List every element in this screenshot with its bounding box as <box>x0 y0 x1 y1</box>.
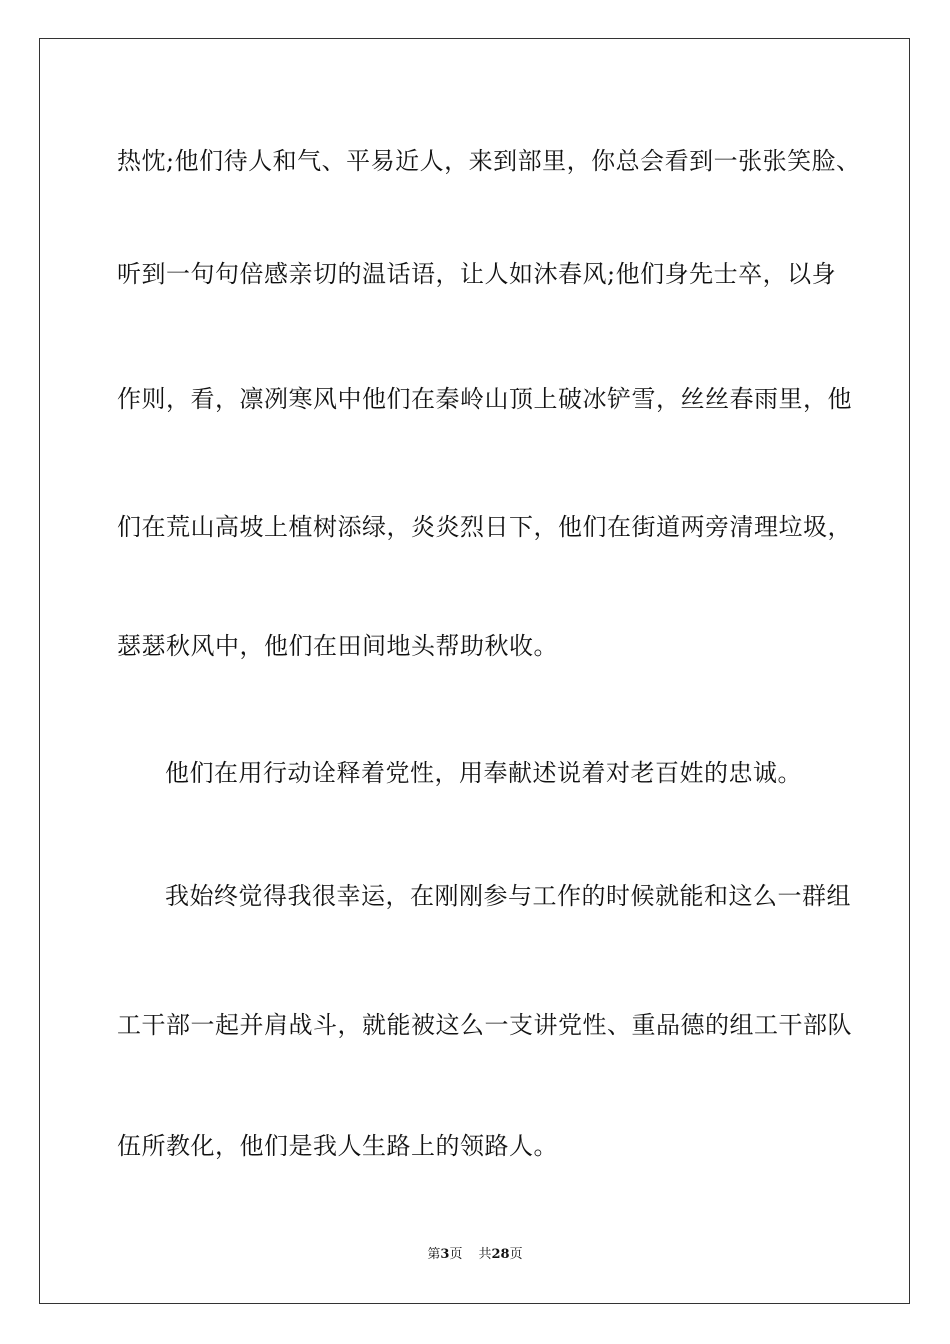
body-text-line-5: 瑟瑟秋风中，他们在田间地头帮助秋收。 <box>117 632 558 660</box>
body-text-paragraph-3-line-1: 我始终觉得我很幸运，在刚刚参与工作的时候就能和这么一群组 <box>165 882 851 910</box>
body-text-line-1: 热忱;他们待人和气、平易近人，来到部里，你总会看到一张张笑脸、 <box>117 147 861 175</box>
body-text-paragraph-3-line-3: 伍所教化，他们是我人生路上的领路人。 <box>117 1132 558 1160</box>
footer-total-pages: 28 <box>491 1247 510 1262</box>
page-footer <box>0 1246 950 1264</box>
footer-total-suffix: 页 <box>509 1247 523 1262</box>
body-text-line-3: 作则，看，凛冽寒风中他们在秦岭山顶上破冰铲雪，丝丝春雨里，他 <box>117 385 852 413</box>
body-text-paragraph-3-line-2: 工干部一起并肩战斗，就能被这么一支讲党性、重品德的组工干部队 <box>117 1011 852 1039</box>
page-border <box>39 38 910 1304</box>
body-text-paragraph-2: 他们在用行动诠释着党性，用奉献述说着对老百姓的忠诚。 <box>165 759 802 787</box>
body-text-line-4: 们在荒山高坡上植树添绿，炎炎烈日下，他们在街道两旁清理垃圾， <box>117 513 852 541</box>
body-text-line-2: 听到一句句倍感亲切的温话语，让人如沐春风;他们身先士卒，以身 <box>117 260 837 288</box>
footer-page-number: 3 <box>440 1247 450 1262</box>
footer-page-suffix: 页 <box>449 1247 463 1262</box>
footer-total-prefix: 共 <box>478 1247 492 1262</box>
footer-page-prefix: 第 <box>427 1247 441 1262</box>
